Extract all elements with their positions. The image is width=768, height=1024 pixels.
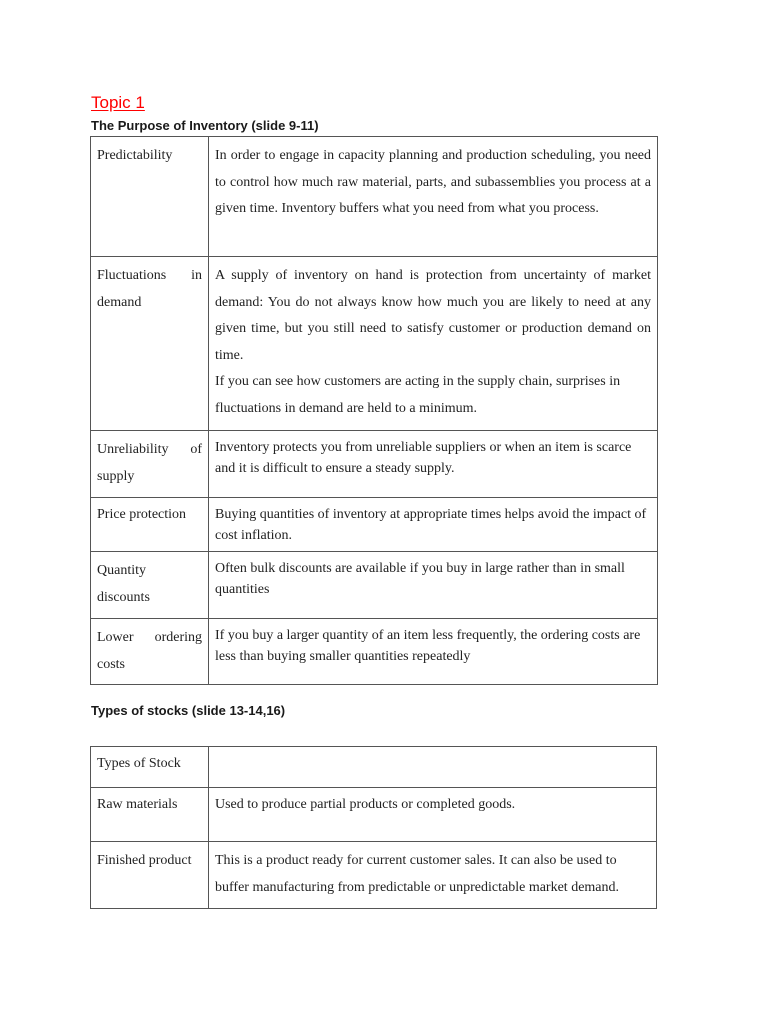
row-description-cell <box>209 431 658 498</box>
row-label: Fluctuations in <box>97 268 202 283</box>
row-label: supply <box>97 468 135 484</box>
table-row <box>91 788 657 842</box>
row-label-cell <box>91 619 209 685</box>
row-description: Buying quantities of inventory at appropriate times helps avoid the impact of cost inflation. <box>215 507 647 543</box>
table-row <box>91 747 657 788</box>
purpose-section-heading: The Purpose of Inventory (slide 9-11) <box>91 118 319 133</box>
row-label-cell <box>91 137 209 257</box>
row-description-cell <box>209 552 658 619</box>
row-description-cell <box>209 842 657 909</box>
table-row <box>91 137 658 257</box>
row-description: Used to produce partial products or completed goods. <box>215 797 516 812</box>
row-description: Often bulk discounts are available if you buy in large rather than in small quantities <box>215 561 625 597</box>
row-label-cell <box>91 431 209 498</box>
row-description: If you can see how customers are acting in the supply chain, surprises in fluctuations in demand are held to a minimum. <box>215 374 621 416</box>
row-description-cell <box>209 137 658 257</box>
row-label: discounts <box>97 589 150 605</box>
row-description: This is a product ready for current customer sales. It can also be used to buffer manufacturing from predictable or unpredictable market demand. <box>215 853 620 895</box>
row-label-cell <box>91 842 209 909</box>
row-description-cell <box>209 498 658 552</box>
row-label-cell <box>91 498 209 552</box>
row-description: In order to engage in capacity planning and production scheduling, you need to control how much raw material, parts, and subassemblies you process at a given time. Inventory buffers what you need from what you process. <box>215 148 651 216</box>
row-label-cell <box>91 747 209 788</box>
row-description-cell <box>209 619 658 685</box>
row-label: Raw materials <box>97 797 178 812</box>
table-row <box>91 257 658 431</box>
row-description: Inventory protects you from unreliable suppliers or when an item is scarce and it is difficult to ensure a steady supply. <box>215 440 632 476</box>
table-row <box>91 842 657 909</box>
row-label-cell <box>91 552 209 619</box>
table-row <box>91 498 658 552</box>
table-row <box>91 431 658 498</box>
row-description: If you buy a larger quantity of an item less frequently, the ordering costs are less than buying smaller quantities repeatedly <box>215 628 641 664</box>
row-description: A supply of inventory on hand is protection from uncertainty of market demand: You do not always know how much you are likely to need at any given time, but you still need to satisfy customer or production demand on time. <box>215 268 651 363</box>
row-label: Price protection <box>97 507 187 522</box>
types-table <box>90 746 657 909</box>
row-label: Unreliability of <box>97 442 202 457</box>
row-label: Types of Stock <box>97 756 181 771</box>
topic-title: Topic 1 <box>91 93 145 112</box>
row-label: costs <box>97 656 125 672</box>
row-label: Predictability <box>97 148 173 163</box>
types-section-heading: Types of stocks (slide 13-14,16) <box>91 703 286 718</box>
row-label: Lower ordering <box>97 630 202 645</box>
row-description-cell <box>209 747 657 788</box>
row-label: Finished product <box>97 853 192 868</box>
row-label: demand <box>97 294 142 310</box>
row-description-cell <box>209 257 658 431</box>
row-description-cell <box>209 788 657 842</box>
row-label: Quantity <box>97 563 146 578</box>
purpose-table <box>90 136 658 685</box>
row-label-cell <box>91 788 209 842</box>
table-row <box>91 552 658 619</box>
table-row <box>91 619 658 685</box>
row-label-cell <box>91 257 209 431</box>
